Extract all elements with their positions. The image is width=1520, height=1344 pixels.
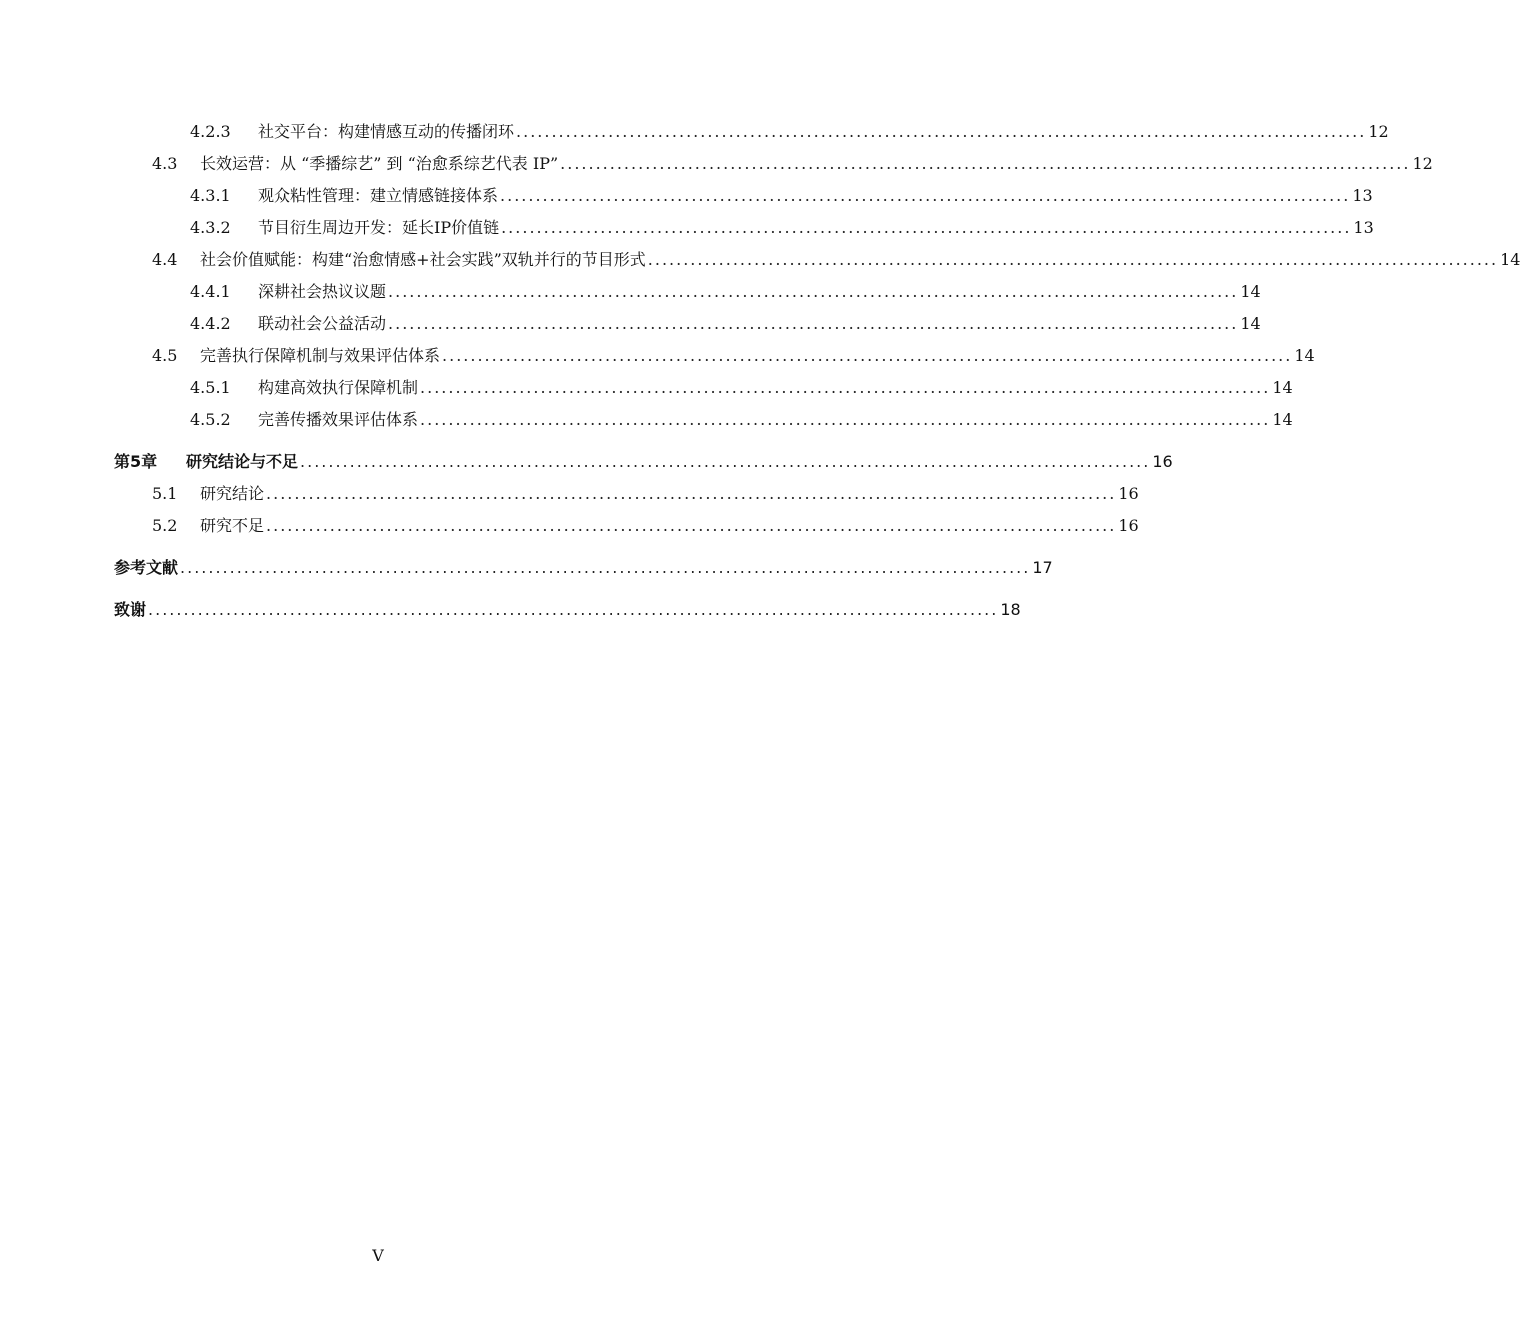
toc-dot-leader: ........................................................................................................................ <box>148 600 999 619</box>
toc-dot-leader: ........................................................................................................................ <box>300 452 1151 471</box>
toc-entry[interactable] <box>152 512 1139 536</box>
toc-dot-leader: ........................................................................................................................ <box>266 484 1117 503</box>
toc-entry-number: 5.1 <box>152 484 178 503</box>
toc-dot-leader: ........................................................................................................................ <box>420 410 1271 429</box>
toc-chapter-entry[interactable] <box>114 596 1021 620</box>
toc-entry-title: 构建高效执行保障机制 <box>258 378 419 397</box>
toc-dot-leader: ........................................................................................................................ <box>420 378 1271 397</box>
toc-entry-number: 4.3.2 <box>190 218 231 237</box>
toc-entry[interactable] <box>152 480 1139 504</box>
toc-entry-page: 13 <box>1353 218 1374 237</box>
toc-entry-page: 16 <box>1118 516 1139 535</box>
toc-dot-leader: ........................................................................................................................ <box>516 122 1367 141</box>
toc-entry-title: 参考文献 <box>114 558 179 577</box>
toc-entry-number: 4.2.3 <box>190 122 231 141</box>
toc-chapter-entry[interactable] <box>114 554 1053 578</box>
toc-entry-number: 4.5 <box>152 346 178 365</box>
toc-entry-title: 社交平台：构建情感互动的传播闭环 <box>258 122 515 141</box>
toc-entry-number: 4.5.2 <box>190 410 231 429</box>
toc-entry[interactable] <box>190 310 1261 334</box>
toc-entry-page: 18 <box>1000 600 1021 619</box>
toc-entry[interactable] <box>190 118 1389 142</box>
toc-entry-page: 12 <box>1368 122 1389 141</box>
page-number-text: V <box>372 1246 384 1265</box>
toc-entry-title: 社会价值赋能：构建“治愈情感+社会实践”双轨并行的节目形式 <box>200 250 646 269</box>
toc-entry-page: 14 <box>1272 410 1293 429</box>
toc-entry-title: 长效运营：从 “季播综艺” 到 “治愈系综艺代表 IP” <box>200 154 559 173</box>
toc-entry[interactable] <box>190 214 1374 238</box>
toc-entry-page: 13 <box>1352 186 1373 205</box>
toc-entry-number: 4.4 <box>152 250 178 269</box>
toc-entry-number: 第5章 <box>114 452 158 471</box>
toc-dot-leader: ........................................................................................................................ <box>560 154 1411 173</box>
toc-dot-leader: ........................................................................................................................ <box>266 516 1117 535</box>
toc-entry-title: 联动社会公益活动 <box>258 314 387 333</box>
toc-entry-page: 14 <box>1500 250 1520 269</box>
toc-entry-page: 16 <box>1118 484 1139 503</box>
toc-entry[interactable] <box>152 246 1520 270</box>
toc-entry[interactable] <box>190 374 1293 398</box>
toc-entry-number: 5.2 <box>152 516 178 535</box>
toc-entry-page: 12 <box>1412 154 1433 173</box>
toc-entry-page: 16 <box>1152 452 1173 471</box>
toc-chapter-entry[interactable] <box>114 448 1173 472</box>
toc-entry-page: 14 <box>1240 314 1261 333</box>
toc-entry-title: 节目衍生周边开发：延长IP价值链 <box>258 218 500 237</box>
toc-entry-number: 4.4.1 <box>190 282 231 301</box>
toc-dot-leader: ........................................................................................................................ <box>180 558 1031 577</box>
toc-entry[interactable] <box>190 182 1373 206</box>
toc-entry-number: 4.4.2 <box>190 314 231 333</box>
toc-entry-page: 14 <box>1272 378 1293 397</box>
toc-entry-title: 致谢 <box>114 600 147 619</box>
toc-entry-title: 研究不足 <box>200 516 265 535</box>
toc-dot-leader: ........................................................................................................................ <box>647 250 1499 269</box>
toc-entry[interactable] <box>190 278 1261 302</box>
toc-dot-leader: ........................................................................................................................ <box>388 282 1239 301</box>
toc-dot-leader: ........................................................................................................................ <box>388 314 1239 333</box>
toc-dot-leader: ........................................................................................................................ <box>500 186 1351 205</box>
toc-entry-title: 观众粘性管理：建立情感链接体系 <box>258 186 499 205</box>
toc-entry[interactable] <box>152 342 1315 366</box>
toc-entry-title: 深耕社会热议议题 <box>258 282 387 301</box>
toc-entry-title: 完善传播效果评估体系 <box>258 410 419 429</box>
toc-entry-number: 4.5.1 <box>190 378 231 397</box>
toc-entry-page: 14 <box>1240 282 1261 301</box>
toc-entry-title: 完善执行保障机制与效果评估体系 <box>200 346 441 365</box>
toc-dot-leader: ........................................................................................................................ <box>501 218 1352 237</box>
toc-entry-title: 研究结论 <box>200 484 265 503</box>
toc-entry-title: 研究结论与不足 <box>186 452 299 471</box>
toc-entry-page: 17 <box>1032 558 1053 577</box>
toc-entry[interactable] <box>152 150 1433 174</box>
page-number <box>0 1246 756 1265</box>
toc-entry[interactable] <box>190 406 1293 430</box>
toc-entry-page: 14 <box>1294 346 1315 365</box>
toc-entry-number: 4.3.1 <box>190 186 231 205</box>
toc-dot-leader: ........................................................................................................................ <box>442 346 1293 365</box>
toc-entry-number: 4.3 <box>152 154 178 173</box>
